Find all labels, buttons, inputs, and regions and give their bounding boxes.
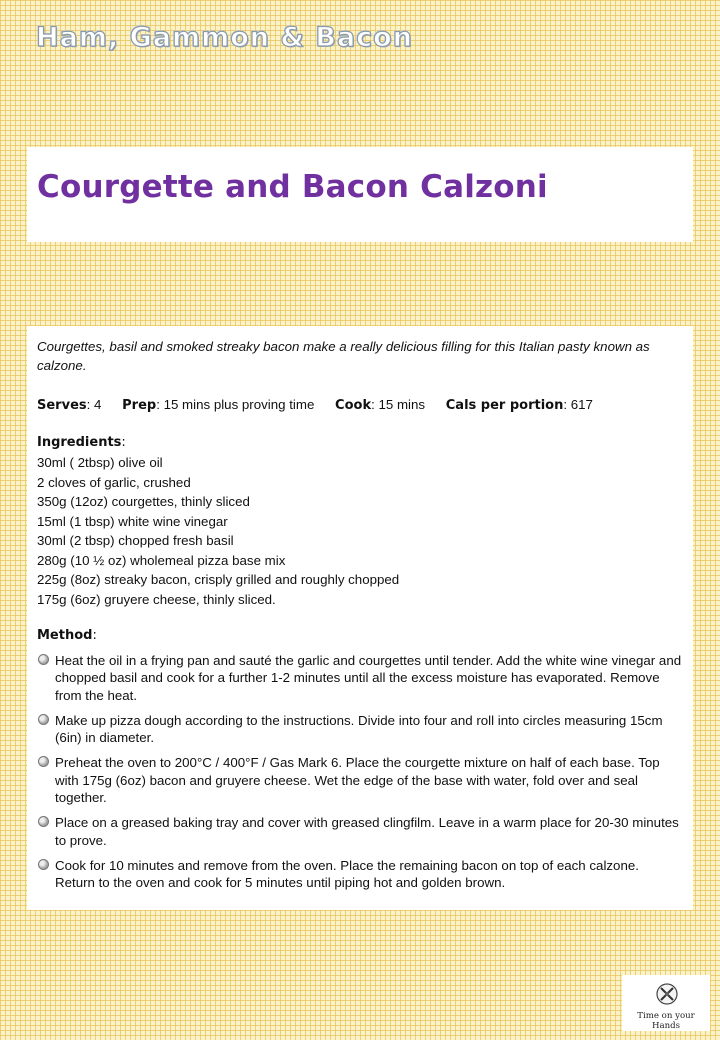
ingredient-item: 280g (10 ½ oz) wholemeal pizza base mix <box>37 552 286 568</box>
method-step <box>37 814 682 849</box>
ingredient-item: 175g (6oz) gruyere cheese, thinly sliced. <box>37 591 276 607</box>
title-panel <box>27 147 693 242</box>
ingredient-item: 30ml (2 tbsp) chopped fresh basil <box>37 533 234 548</box>
serves-value: : 4 <box>86 397 102 412</box>
serves-label: Serves <box>37 398 87 413</box>
cook-value: : 15 mins <box>371 397 426 412</box>
cals-value: : 617 <box>563 397 593 412</box>
bullet-icon <box>38 816 49 827</box>
crossed-tools-icon <box>656 983 678 1005</box>
prep-value: : 15 mins plus proving time <box>156 397 315 412</box>
ingredients-list <box>37 453 399 609</box>
method-step-text: Make up pizza dough according to the instructions. Divide into four and roll into circles measuring 15cm (6in) in diameter. <box>55 712 663 746</box>
brand-logo <box>622 975 710 1031</box>
prep-label: Prep <box>122 398 157 413</box>
bullet-icon <box>38 756 49 767</box>
method-heading: Method: <box>37 628 97 643</box>
method-step-text: Heat the oil in a frying pan and sauté the garlic and courgettes until tender. Add the white wine vinegar and chopped basil and cook for a further 1-2 minutes until all the excess moisture has evaporated. Remove from the heat. <box>55 653 682 703</box>
ingredient-item: 350g (12oz) courgettes, thinly sliced <box>37 494 250 509</box>
category-title: Ham, Gammon & Bacon <box>36 22 413 53</box>
method-step-text: Preheat the oven to 200°C / 400°F / Gas Mark 6. Place the courgette mixture on half of each base. Top with 175g (6oz) bacon and gruyere cheese. Wet the edge of the base with water, fold over and seal together. <box>55 755 660 806</box>
recipe-panel <box>27 326 693 910</box>
recipe-intro: Courgettes, basil and smoked streaky bacon make a really delicious filling for this Italian pasty known as calzone. <box>37 339 650 373</box>
method-step <box>37 712 682 747</box>
method-list <box>37 652 682 900</box>
method-step <box>37 754 682 806</box>
method-step-text: Cook for 10 minutes and remove from the oven. Place the remaining bacon on top of each calzone. Return to the oven and cook for 5 minutes until piping hot and golden brown. <box>55 857 639 891</box>
recipe-title: Courgette and Bacon Calzoni <box>37 169 548 205</box>
cals-label: Cals per portion <box>445 398 564 413</box>
cook-label: Cook <box>335 398 372 413</box>
brand-name: Time on your Hands <box>637 1011 695 1031</box>
method-step-text: Place on a greased baking tray and cover with greased clingfilm. Leave in a warm place for 20-30 minutes to prove. <box>55 815 679 848</box>
bullet-icon <box>38 859 49 870</box>
ingredient-item: 30ml ( 2tbsp) olive oil <box>37 455 163 470</box>
ingredient-item: 15ml (1 tbsp) white wine vinegar <box>37 513 228 529</box>
ingredient-item: 225g (8oz) streaky bacon, crisply grilled and roughly chopped <box>37 572 400 587</box>
ingredients-heading: Ingredients: <box>37 435 126 450</box>
method-step <box>37 857 682 892</box>
method-step <box>37 652 682 704</box>
recipe-meta <box>37 395 593 416</box>
bullet-icon <box>38 714 49 725</box>
ingredient-item: 2 cloves of garlic, crushed <box>37 474 191 490</box>
bullet-icon <box>38 654 49 665</box>
